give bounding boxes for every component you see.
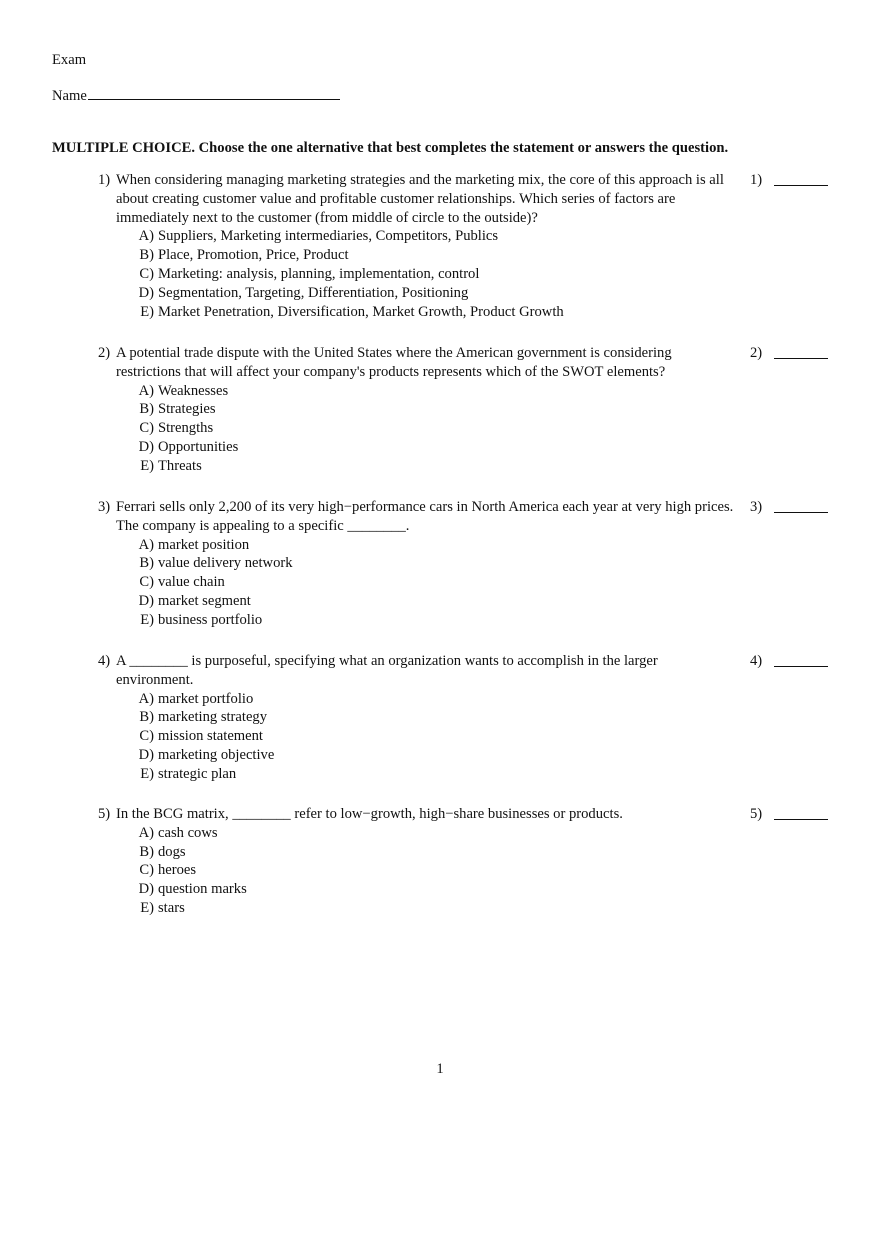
- option-letter: C): [139, 420, 154, 437]
- option-letter: B): [139, 709, 154, 726]
- question-stem: [98, 652, 738, 690]
- option-text: business portfolio: [158, 611, 263, 628]
- question-number: 5): [98, 806, 111, 822]
- option-text: dogs: [158, 843, 186, 860]
- option-text: market portfolio: [158, 690, 254, 707]
- option-a[interactable]: [98, 690, 738, 709]
- option-letter: E): [140, 611, 154, 628]
- option-letter: C): [139, 862, 154, 879]
- answer-label: 5): [750, 806, 763, 822]
- option-letter: A): [138, 824, 154, 841]
- option-letter: C): [139, 728, 154, 745]
- option-letter: D): [138, 746, 154, 763]
- option-b[interactable]: [98, 400, 738, 419]
- option-b[interactable]: [98, 554, 738, 573]
- page-number: 1: [436, 1061, 444, 1077]
- option-letter: B): [139, 555, 154, 572]
- answer-label: 1): [750, 172, 763, 188]
- option-text: Strategies: [158, 401, 216, 418]
- option-letter: C): [139, 574, 154, 591]
- answer-label: 3): [750, 499, 763, 515]
- question-stem: [98, 344, 738, 382]
- option-c[interactable]: [98, 265, 738, 284]
- option-list: [98, 382, 738, 476]
- option-text: value chain: [158, 574, 225, 591]
- question-number: 2): [98, 345, 111, 361]
- option-a[interactable]: [98, 824, 738, 843]
- answer-blank[interactable]: [774, 819, 828, 820]
- option-letter: D): [138, 881, 154, 898]
- option-e[interactable]: [98, 457, 738, 476]
- option-letter: B): [139, 401, 154, 418]
- option-letter: E): [140, 457, 154, 474]
- option-letter: E): [140, 899, 154, 916]
- question-stem: [98, 805, 738, 824]
- option-c[interactable]: [98, 727, 738, 746]
- question-4: [98, 652, 738, 784]
- question-1: [98, 171, 738, 321]
- option-text: marketing objective: [158, 746, 275, 763]
- answer-slot-3: [750, 498, 762, 516]
- question-3: [98, 498, 738, 630]
- question-number: 4): [98, 653, 111, 669]
- option-list: [98, 227, 738, 321]
- question-text: In the BCG matrix, ________ refer to low−growth, high−share businesses or products.: [116, 806, 623, 822]
- option-letter: B): [139, 247, 154, 264]
- option-e[interactable]: [98, 765, 738, 784]
- option-letter: D): [138, 438, 154, 455]
- option-e[interactable]: [98, 899, 738, 918]
- option-letter: D): [138, 284, 154, 301]
- name-label: Name: [52, 88, 87, 104]
- option-d[interactable]: [98, 284, 738, 303]
- option-text: value delivery network: [158, 555, 293, 572]
- question-stem: [98, 171, 738, 227]
- exam-title: Exam: [52, 52, 87, 68]
- question-text: A potential trade dispute with the United States where the American government is considering restrictions that will affect your company's products represents which of the SWOT elements?: [116, 345, 672, 380]
- option-text: cash cows: [158, 824, 218, 841]
- option-c[interactable]: [98, 861, 738, 880]
- question-number: 3): [98, 499, 111, 515]
- option-letter: A): [138, 690, 154, 707]
- answer-slot-5: [750, 805, 762, 823]
- option-d[interactable]: [98, 880, 738, 899]
- option-b[interactable]: [98, 246, 738, 265]
- option-d[interactable]: [98, 592, 738, 611]
- answer-blank[interactable]: [774, 185, 828, 186]
- option-letter: E): [140, 765, 154, 782]
- option-text: Marketing: analysis, planning, implementation, control: [158, 265, 480, 282]
- option-b[interactable]: [98, 843, 738, 862]
- option-text: market position: [158, 536, 250, 553]
- answer-blank[interactable]: [774, 358, 828, 359]
- option-text: Suppliers, Marketing intermediaries, Competitors, Publics: [158, 228, 499, 245]
- option-e[interactable]: [98, 303, 738, 322]
- option-d[interactable]: [98, 746, 738, 765]
- answer-label: 4): [750, 653, 763, 669]
- option-list: [98, 536, 738, 630]
- option-text: market segment: [158, 592, 251, 609]
- option-text: heroes: [158, 862, 197, 879]
- option-text: strategic plan: [158, 765, 237, 782]
- option-a[interactable]: [98, 536, 738, 555]
- option-b[interactable]: [98, 708, 738, 727]
- option-a[interactable]: [98, 227, 738, 246]
- option-text: marketing strategy: [158, 709, 268, 726]
- answer-slot-2: [750, 344, 762, 362]
- option-text: question marks: [158, 881, 247, 898]
- question-text: Ferrari sells only 2,200 of its very high−performance cars in North America each year at very high prices. The company is appealing to a specific ________.: [116, 499, 734, 534]
- question-stem: [98, 498, 738, 536]
- option-c[interactable]: [98, 419, 738, 438]
- option-letter: A): [138, 536, 154, 553]
- option-letter: C): [139, 265, 154, 282]
- option-text: stars: [158, 899, 185, 916]
- question-text: When considering managing marketing strategies and the marketing mix, the core of this approach is all about creating customer value and profitable customer relationships. Which series of factors are immediately next to the customer (from middle of circle to the outside)?: [116, 172, 724, 226]
- answer-slot-4: [750, 652, 762, 670]
- option-letter: A): [138, 382, 154, 399]
- name-line: [52, 86, 340, 105]
- answer-label: 2): [750, 345, 763, 361]
- option-text: Place, Promotion, Price, Product: [158, 247, 349, 264]
- option-letter: D): [138, 592, 154, 609]
- question-5: [98, 805, 738, 918]
- option-e[interactable]: [98, 611, 738, 630]
- option-c[interactable]: [98, 573, 738, 592]
- answer-blank[interactable]: [774, 666, 828, 667]
- name-blank-field[interactable]: [88, 86, 340, 100]
- option-letter: B): [139, 843, 154, 860]
- option-text: Market Penetration, Diversification, Market Growth, Product Growth: [158, 303, 564, 320]
- answer-slot-1: [750, 171, 762, 189]
- option-letter: E): [140, 303, 154, 320]
- option-text: mission statement: [158, 728, 263, 745]
- answer-blank[interactable]: [774, 512, 828, 513]
- option-d[interactable]: [98, 438, 738, 457]
- option-text: Opportunities: [158, 438, 239, 455]
- option-list: [98, 690, 738, 784]
- question-2: [98, 344, 738, 476]
- option-a[interactable]: [98, 382, 738, 401]
- section-heading: MULTIPLE CHOICE. Choose the one alternative that best completes the statement or answers the question.: [52, 140, 729, 156]
- option-text: Segmentation, Targeting, Differentiation, Positioning: [158, 284, 469, 301]
- question-number: 1): [98, 172, 111, 188]
- option-text: Strengths: [158, 420, 214, 437]
- option-text: Weaknesses: [158, 382, 229, 399]
- option-list: [98, 824, 738, 918]
- option-letter: A): [138, 228, 154, 245]
- question-text: A ________ is purposeful, specifying what an organization wants to accomplish in the larger environment.: [116, 653, 658, 688]
- option-text: Threats: [158, 457, 202, 474]
